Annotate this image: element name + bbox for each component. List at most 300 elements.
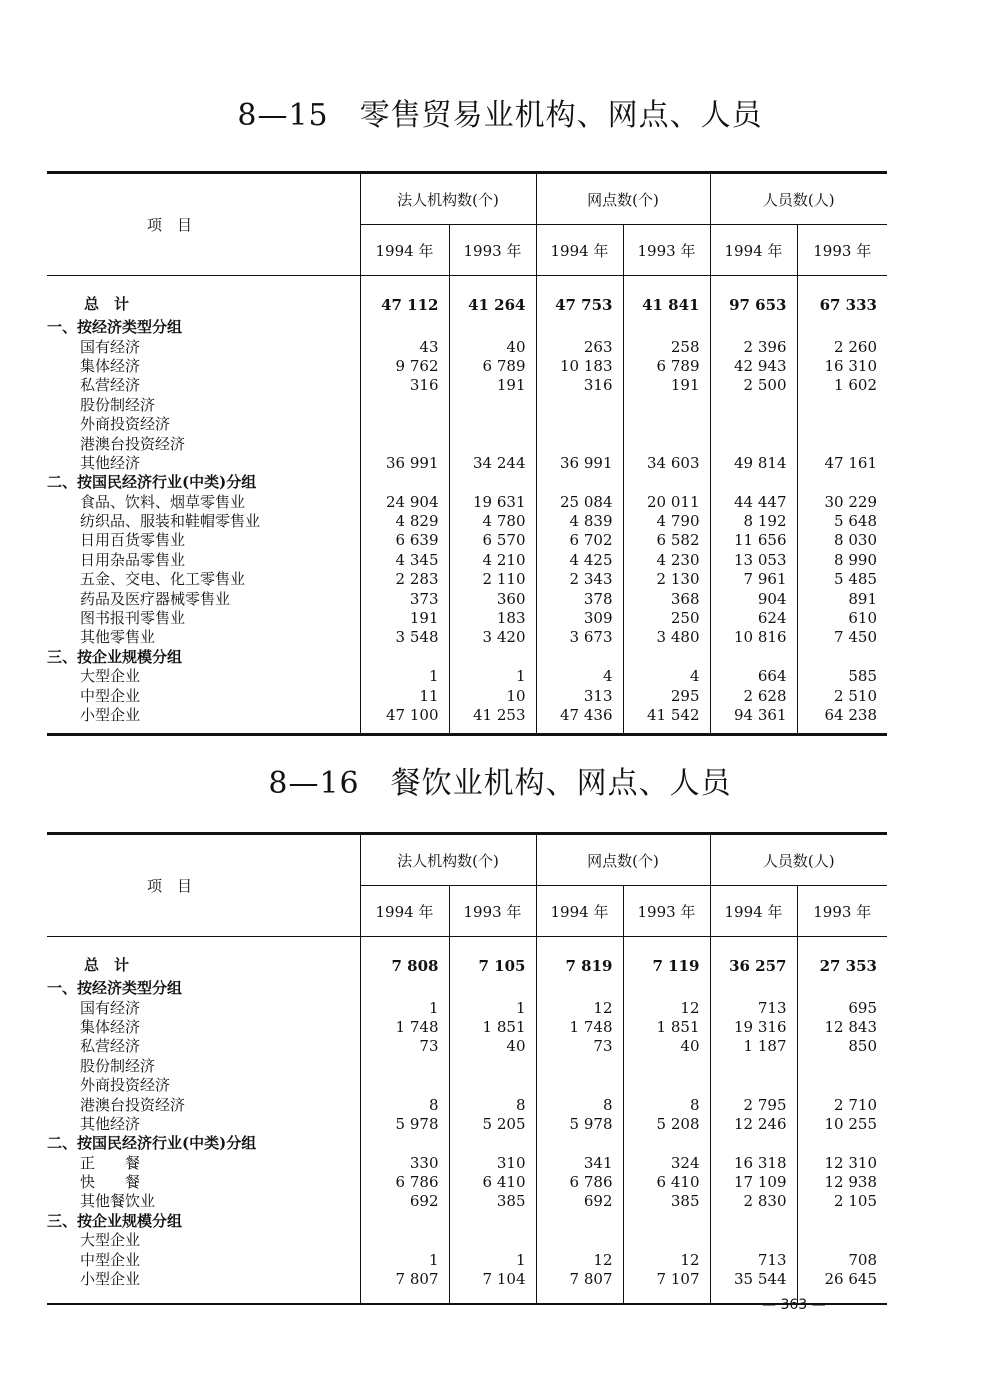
legal-entities-header: 法人机构数(个) bbox=[360, 173, 536, 225]
cell: 24 904 bbox=[360, 493, 449, 512]
row-label: 二、按国民经济行业(中类)分组 bbox=[47, 1134, 257, 1153]
table-row bbox=[47, 628, 887, 647]
cell bbox=[536, 473, 623, 492]
cell: 5 485 bbox=[797, 570, 887, 589]
cell: 94 361 bbox=[710, 706, 797, 735]
table-row bbox=[47, 1018, 887, 1037]
cell: 4 790 bbox=[623, 512, 710, 531]
cell bbox=[797, 318, 887, 337]
cell: 7 105 bbox=[449, 937, 536, 980]
table-row bbox=[47, 357, 887, 376]
cell: 8 bbox=[360, 1095, 449, 1114]
cell bbox=[536, 1076, 623, 1095]
cell: 11 bbox=[360, 686, 449, 705]
cell: 35 544 bbox=[710, 1270, 797, 1304]
cell: 183 bbox=[449, 609, 536, 628]
cell: 1 bbox=[360, 667, 449, 686]
table-row bbox=[47, 1076, 887, 1095]
table-row bbox=[47, 589, 887, 608]
table-row bbox=[47, 1037, 887, 1056]
table-row bbox=[47, 473, 887, 492]
row-label: 外商投资经济 bbox=[80, 1076, 171, 1095]
year-header: 1994 年 bbox=[536, 886, 623, 937]
cell: 12 bbox=[536, 1250, 623, 1269]
cell bbox=[797, 1076, 887, 1095]
table-row bbox=[47, 551, 887, 570]
cell: 7 107 bbox=[623, 1270, 710, 1304]
cell bbox=[360, 1231, 449, 1250]
cell: 7 808 bbox=[360, 937, 449, 980]
cell: 47 161 bbox=[797, 454, 887, 473]
cell: 7 807 bbox=[536, 1270, 623, 1304]
page-number: — 363 — bbox=[762, 1297, 826, 1313]
cell bbox=[449, 1134, 536, 1153]
cell bbox=[536, 1134, 623, 1153]
table-row bbox=[47, 1134, 887, 1153]
cell: 47 436 bbox=[536, 706, 623, 735]
row-label: 外商投资经济 bbox=[80, 415, 171, 434]
cell: 30 229 bbox=[797, 493, 887, 512]
table-row bbox=[47, 454, 887, 473]
cell: 26 645 bbox=[797, 1270, 887, 1304]
year-header: 1994 年 bbox=[360, 886, 449, 937]
cell: 1 bbox=[449, 1250, 536, 1269]
cell: 713 bbox=[710, 998, 797, 1017]
cell: 4 780 bbox=[449, 512, 536, 531]
cell bbox=[710, 648, 797, 667]
cell: 5 205 bbox=[449, 1115, 536, 1134]
cell: 8 bbox=[536, 1095, 623, 1114]
cell: 2 396 bbox=[710, 337, 797, 356]
cell bbox=[360, 648, 449, 667]
cell: 713 bbox=[710, 1250, 797, 1269]
row-label: 其他经济 bbox=[80, 453, 141, 472]
table-row bbox=[47, 1192, 887, 1211]
cell: 1 851 bbox=[623, 1018, 710, 1037]
cell: 10 bbox=[449, 686, 536, 705]
row-label: 纺织品、服装和鞋帽零售业 bbox=[80, 512, 261, 531]
item-column-header: 项 目 bbox=[47, 173, 360, 276]
row-label: 国有经济 bbox=[80, 337, 141, 356]
row-label: 私营经济 bbox=[80, 1037, 141, 1056]
table-row bbox=[47, 570, 887, 589]
cell: 6 789 bbox=[623, 357, 710, 376]
cell: 310 bbox=[449, 1154, 536, 1173]
cell bbox=[536, 415, 623, 434]
cell bbox=[536, 396, 623, 415]
cell: 2 830 bbox=[710, 1192, 797, 1211]
row-label: 总 计 bbox=[84, 295, 130, 313]
cell: 47 753 bbox=[536, 276, 623, 319]
cell: 4 425 bbox=[536, 551, 623, 570]
cell: 692 bbox=[360, 1192, 449, 1211]
cell bbox=[797, 1231, 887, 1250]
outlets-header: 网点数(个) bbox=[536, 834, 710, 886]
cell: 7 104 bbox=[449, 1270, 536, 1304]
cell: 2 130 bbox=[623, 570, 710, 589]
row-label: 图书报刊零售业 bbox=[80, 609, 186, 628]
staff-header: 人员数(人) bbox=[710, 173, 887, 225]
cell: 20 011 bbox=[623, 493, 710, 512]
cell bbox=[710, 434, 797, 453]
cell: 13 053 bbox=[710, 551, 797, 570]
row-label: 快 餐 bbox=[80, 1173, 141, 1192]
row-label: 药品及医疗器械零售业 bbox=[80, 589, 231, 608]
cell: 64 238 bbox=[797, 706, 887, 735]
table-row bbox=[47, 276, 887, 319]
cell: 250 bbox=[623, 609, 710, 628]
cell: 40 bbox=[623, 1037, 710, 1056]
cell bbox=[360, 434, 449, 453]
row-label: 日用百货零售业 bbox=[80, 531, 186, 550]
cell bbox=[797, 396, 887, 415]
cell: 5 978 bbox=[536, 1115, 623, 1134]
cell bbox=[797, 648, 887, 667]
row-label: 食品、饮料、烟草零售业 bbox=[80, 492, 246, 511]
cell: 41 841 bbox=[623, 276, 710, 319]
cell: 73 bbox=[360, 1037, 449, 1056]
cell bbox=[623, 1212, 710, 1231]
cell: 624 bbox=[710, 609, 797, 628]
cell: 610 bbox=[797, 609, 887, 628]
cell: 664 bbox=[710, 667, 797, 686]
cell: 373 bbox=[360, 589, 449, 608]
table-row bbox=[47, 1270, 887, 1304]
cell bbox=[797, 1134, 887, 1153]
cell bbox=[623, 318, 710, 337]
catering-table bbox=[47, 832, 887, 1305]
cell: 2 110 bbox=[449, 570, 536, 589]
row-label: 集体经济 bbox=[80, 1017, 141, 1036]
table1-title: 8—15 零售贸易业机构、网点、人员 bbox=[237, 98, 763, 133]
cell: 1 851 bbox=[449, 1018, 536, 1037]
cell: 41 253 bbox=[449, 706, 536, 735]
cell: 36 991 bbox=[360, 454, 449, 473]
row-label: 股份制经济 bbox=[80, 1056, 156, 1075]
cell bbox=[623, 1076, 710, 1095]
cell: 191 bbox=[360, 609, 449, 628]
cell: 378 bbox=[536, 589, 623, 608]
row-label: 总 计 bbox=[84, 956, 130, 974]
cell bbox=[449, 1231, 536, 1250]
cell: 27 353 bbox=[797, 937, 887, 980]
cell bbox=[360, 979, 449, 998]
cell bbox=[797, 473, 887, 492]
cell: 10 183 bbox=[536, 357, 623, 376]
cell bbox=[710, 1231, 797, 1250]
cell: 25 084 bbox=[536, 493, 623, 512]
cell bbox=[710, 1076, 797, 1095]
cell bbox=[710, 1212, 797, 1231]
cell: 850 bbox=[797, 1037, 887, 1056]
cell: 12 843 bbox=[797, 1018, 887, 1037]
cell: 385 bbox=[449, 1192, 536, 1211]
table-row bbox=[47, 1057, 887, 1076]
table-row bbox=[47, 1173, 887, 1192]
cell bbox=[449, 434, 536, 453]
cell bbox=[449, 979, 536, 998]
row-label: 股份制经济 bbox=[80, 395, 156, 414]
cell: 67 333 bbox=[797, 276, 887, 319]
cell bbox=[449, 1076, 536, 1095]
cell: 368 bbox=[623, 589, 710, 608]
cell: 258 bbox=[623, 337, 710, 356]
cell: 7 807 bbox=[360, 1270, 449, 1304]
cell: 316 bbox=[360, 376, 449, 395]
cell bbox=[623, 415, 710, 434]
cell: 7 450 bbox=[797, 628, 887, 647]
cell: 17 109 bbox=[710, 1173, 797, 1192]
cell: 191 bbox=[623, 376, 710, 395]
cell bbox=[797, 1057, 887, 1076]
cell bbox=[360, 473, 449, 492]
cell: 41 264 bbox=[449, 276, 536, 319]
cell: 1 bbox=[360, 1250, 449, 1269]
row-label: 日用杂品零售业 bbox=[80, 550, 186, 569]
row-label: 三、按企业规模分组 bbox=[47, 1211, 183, 1230]
cell: 34 244 bbox=[449, 454, 536, 473]
cell: 12 bbox=[623, 998, 710, 1017]
row-label: 小型企业 bbox=[80, 1270, 141, 1289]
table-row bbox=[47, 609, 887, 628]
year-header: 1994 年 bbox=[360, 225, 449, 276]
cell: 3 480 bbox=[623, 628, 710, 647]
cell: 330 bbox=[360, 1154, 449, 1173]
legal-entities-header: 法人机构数(个) bbox=[360, 834, 536, 886]
cell: 12 938 bbox=[797, 1173, 887, 1192]
cell bbox=[536, 318, 623, 337]
cell bbox=[360, 318, 449, 337]
cell: 16 318 bbox=[710, 1154, 797, 1173]
cell bbox=[710, 318, 797, 337]
year-header: 1993 年 bbox=[797, 225, 887, 276]
cell bbox=[536, 434, 623, 453]
cell bbox=[360, 1212, 449, 1231]
cell: 4 839 bbox=[536, 512, 623, 531]
cell: 36 991 bbox=[536, 454, 623, 473]
cell: 6 570 bbox=[449, 531, 536, 550]
cell: 6 582 bbox=[623, 531, 710, 550]
cell: 19 316 bbox=[710, 1018, 797, 1037]
cell: 324 bbox=[623, 1154, 710, 1173]
cell bbox=[449, 318, 536, 337]
cell bbox=[710, 979, 797, 998]
table-row bbox=[47, 434, 887, 453]
cell bbox=[449, 1057, 536, 1076]
cell: 313 bbox=[536, 686, 623, 705]
table-row bbox=[47, 376, 887, 395]
cell: 36 257 bbox=[710, 937, 797, 980]
cell: 8 bbox=[449, 1095, 536, 1114]
row-label: 其他经济 bbox=[80, 1114, 141, 1133]
cell: 295 bbox=[623, 686, 710, 705]
cell: 4 829 bbox=[360, 512, 449, 531]
cell: 360 bbox=[449, 589, 536, 608]
table-row bbox=[47, 512, 887, 531]
row-label: 集体经济 bbox=[80, 356, 141, 375]
cell bbox=[360, 1134, 449, 1153]
cell bbox=[449, 1212, 536, 1231]
cell: 1 748 bbox=[360, 1018, 449, 1037]
row-label: 五金、交电、化工零售业 bbox=[80, 570, 246, 589]
table-row bbox=[47, 1154, 887, 1173]
cell bbox=[360, 396, 449, 415]
cell: 6 639 bbox=[360, 531, 449, 550]
cell bbox=[536, 979, 623, 998]
year-header: 1994 年 bbox=[536, 225, 623, 276]
cell: 708 bbox=[797, 1250, 887, 1269]
table-row bbox=[47, 648, 887, 667]
cell bbox=[797, 979, 887, 998]
cell bbox=[623, 1134, 710, 1153]
cell: 1 bbox=[360, 998, 449, 1017]
cell: 3 673 bbox=[536, 628, 623, 647]
cell: 1 bbox=[449, 667, 536, 686]
table-row bbox=[47, 937, 887, 980]
row-label: 国有经济 bbox=[80, 998, 141, 1017]
cell: 40 bbox=[449, 337, 536, 356]
table-row bbox=[47, 979, 887, 998]
table-row bbox=[47, 686, 887, 705]
cell: 6 702 bbox=[536, 531, 623, 550]
cell bbox=[449, 396, 536, 415]
cell: 4 345 bbox=[360, 551, 449, 570]
cell: 3 548 bbox=[360, 628, 449, 647]
cell bbox=[536, 648, 623, 667]
row-label: 港澳台投资经济 bbox=[80, 434, 186, 453]
table-row bbox=[47, 531, 887, 550]
cell bbox=[710, 1134, 797, 1153]
cell bbox=[449, 415, 536, 434]
cell: 1 bbox=[449, 998, 536, 1017]
cell: 2 105 bbox=[797, 1192, 887, 1211]
cell: 695 bbox=[797, 998, 887, 1017]
cell: 4 bbox=[623, 667, 710, 686]
cell: 42 943 bbox=[710, 357, 797, 376]
year-header: 1993 年 bbox=[797, 886, 887, 937]
cell: 7 961 bbox=[710, 570, 797, 589]
cell: 34 603 bbox=[623, 454, 710, 473]
cell: 12 246 bbox=[710, 1115, 797, 1134]
outlets-header: 网点数(个) bbox=[536, 173, 710, 225]
cell: 6 410 bbox=[449, 1173, 536, 1192]
table-row bbox=[47, 318, 887, 337]
cell bbox=[623, 396, 710, 415]
cell: 2 500 bbox=[710, 376, 797, 395]
table2-title: 8—16 餐饮业机构、网点、人员 bbox=[268, 766, 732, 801]
year-header: 1994 年 bbox=[710, 886, 797, 937]
cell: 263 bbox=[536, 337, 623, 356]
table-row bbox=[47, 1115, 887, 1134]
cell: 16 310 bbox=[797, 357, 887, 376]
row-label: 大型企业 bbox=[80, 667, 141, 686]
table-row bbox=[47, 667, 887, 686]
row-label: 正 餐 bbox=[80, 1153, 141, 1172]
cell bbox=[623, 979, 710, 998]
cell bbox=[536, 1057, 623, 1076]
cell bbox=[449, 648, 536, 667]
cell: 10 816 bbox=[710, 628, 797, 647]
row-label: 一、按经济类型分组 bbox=[47, 318, 183, 337]
cell: 891 bbox=[797, 589, 887, 608]
cell: 10 255 bbox=[797, 1115, 887, 1134]
cell bbox=[623, 1057, 710, 1076]
cell: 585 bbox=[797, 667, 887, 686]
cell bbox=[360, 415, 449, 434]
cell: 2 343 bbox=[536, 570, 623, 589]
row-label: 中型企业 bbox=[80, 1250, 141, 1269]
cell: 8 030 bbox=[797, 531, 887, 550]
cell: 341 bbox=[536, 1154, 623, 1173]
cell: 47 112 bbox=[360, 276, 449, 319]
cell: 4 210 bbox=[449, 551, 536, 570]
cell: 8 990 bbox=[797, 551, 887, 570]
cell: 1 748 bbox=[536, 1018, 623, 1037]
cell: 1 602 bbox=[797, 376, 887, 395]
cell: 8 bbox=[623, 1095, 710, 1114]
year-header: 1994 年 bbox=[710, 225, 797, 276]
row-label: 港澳台投资经济 bbox=[80, 1095, 186, 1114]
cell bbox=[449, 473, 536, 492]
cell: 6 410 bbox=[623, 1173, 710, 1192]
table-row bbox=[47, 1095, 887, 1114]
year-header: 1993 年 bbox=[449, 886, 536, 937]
cell bbox=[710, 473, 797, 492]
cell: 5 978 bbox=[360, 1115, 449, 1134]
table-row bbox=[47, 1231, 887, 1250]
cell bbox=[623, 648, 710, 667]
cell: 6 786 bbox=[536, 1173, 623, 1192]
cell: 2 795 bbox=[710, 1095, 797, 1114]
cell: 316 bbox=[536, 376, 623, 395]
cell bbox=[797, 415, 887, 434]
cell: 904 bbox=[710, 589, 797, 608]
cell: 2 710 bbox=[797, 1095, 887, 1114]
table-row bbox=[47, 337, 887, 356]
cell: 2 260 bbox=[797, 337, 887, 356]
cell: 47 100 bbox=[360, 706, 449, 735]
cell bbox=[797, 1212, 887, 1231]
year-header: 1993 年 bbox=[623, 886, 710, 937]
cell: 692 bbox=[536, 1192, 623, 1211]
row-label: 小型企业 bbox=[80, 706, 141, 724]
cell bbox=[623, 473, 710, 492]
cell: 385 bbox=[623, 1192, 710, 1211]
cell: 44 447 bbox=[710, 493, 797, 512]
cell: 12 bbox=[536, 998, 623, 1017]
cell: 3 420 bbox=[449, 628, 536, 647]
table-row bbox=[47, 998, 887, 1017]
cell: 41 542 bbox=[623, 706, 710, 735]
cell: 40 bbox=[449, 1037, 536, 1056]
cell: 4 230 bbox=[623, 551, 710, 570]
cell: 6 789 bbox=[449, 357, 536, 376]
cell bbox=[710, 1057, 797, 1076]
cell bbox=[710, 396, 797, 415]
table-row bbox=[47, 396, 887, 415]
table-row bbox=[47, 493, 887, 512]
cell: 2 510 bbox=[797, 686, 887, 705]
row-label: 大型企业 bbox=[80, 1231, 141, 1250]
cell: 7 819 bbox=[536, 937, 623, 980]
row-label: 私营经济 bbox=[80, 376, 141, 395]
item-column-header: 项 目 bbox=[47, 834, 360, 937]
cell: 4 bbox=[536, 667, 623, 686]
cell: 43 bbox=[360, 337, 449, 356]
cell bbox=[623, 434, 710, 453]
cell: 73 bbox=[536, 1037, 623, 1056]
cell bbox=[536, 1212, 623, 1231]
